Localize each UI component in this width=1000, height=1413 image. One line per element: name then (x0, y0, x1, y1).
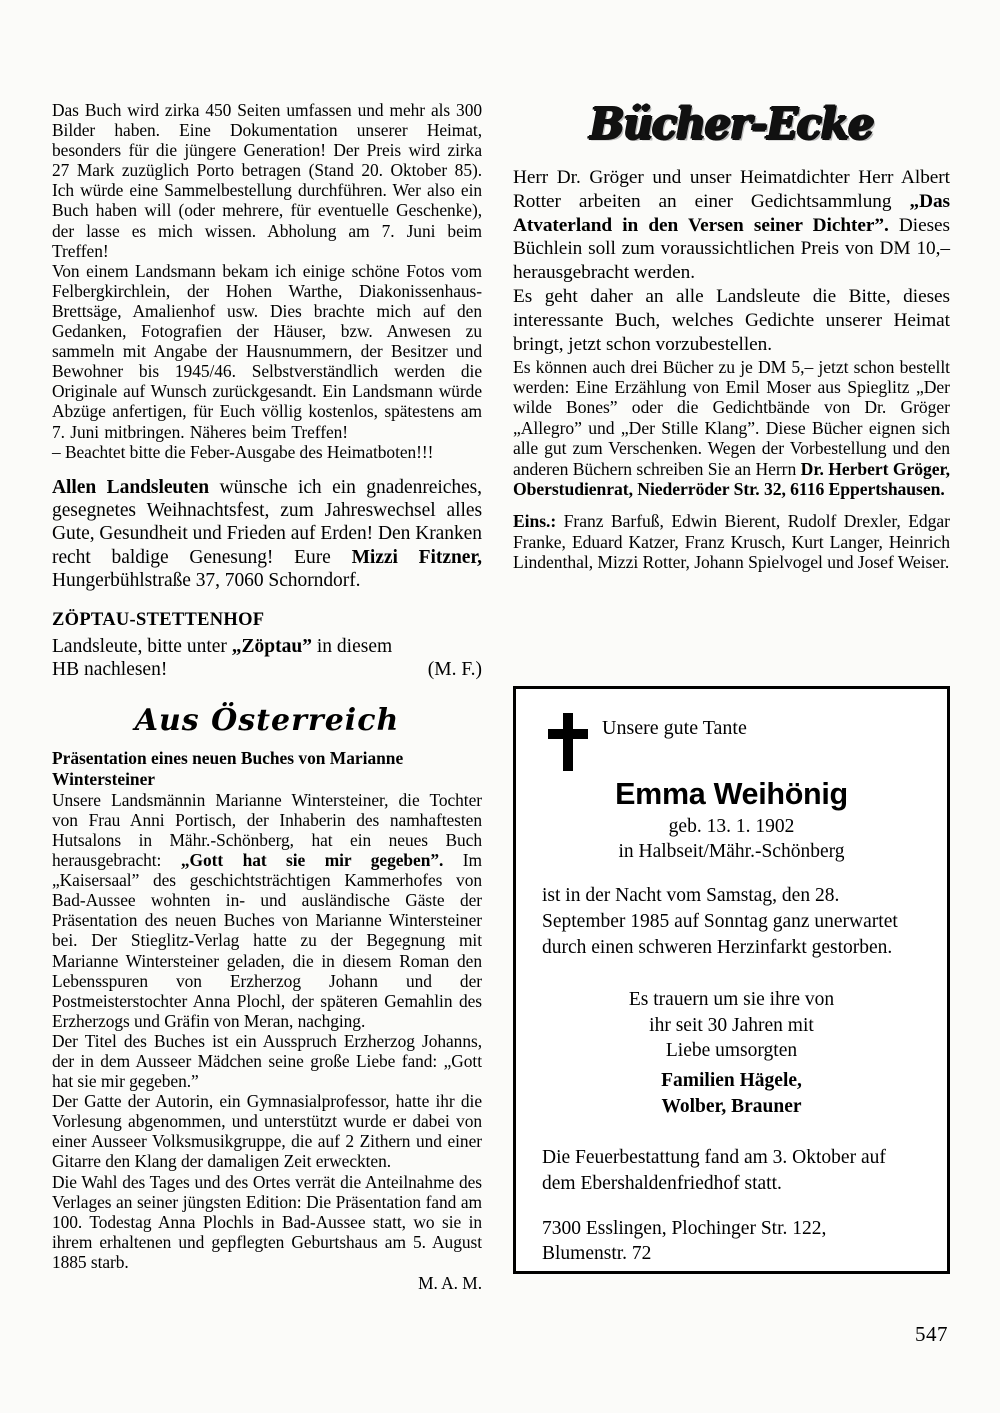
greeting-lead-bold: Allen Landsleuten (52, 476, 210, 498)
obituary-address-line-1: 7300 Esslingen, Plochinger Str. 122, (542, 1218, 827, 1240)
zoeptau-text-b: in diesem (311, 635, 393, 657)
greeting-text: wünsche ich ein gnadenreiches, gesegnetes Weihnachtsfest, zum Jahreswechsel alles Gute, Gesundheit und Frieden auf Erden! Den Kranken recht baldige Genesung! Eure (52, 476, 483, 568)
contact-address-groeger: Dr. Herbert Gröger, Oberstudienrat, Niederröder Str. 32, 6116 Eppertshausen. (513, 458, 951, 500)
wintersteiner-text-b: Im „Kaisersaal” des geschichtsträchtigen Kammerhofes von Bad-Aussee wohnten in- und ausländische Gäste der Präsentation des neuen Buches von Marianne Wintersteiner bei. Der Stieglitz-Verlag hatte zu der Begegnung mit Marianne Wintersteiner geladen, die in diesem Roman den Lebensspuren von Erzherzog Johann und der Postmeisterstochter Anna Plochl, der späteren Gemahlin des Erzherzogs und Gräfin von Meran, nachging. (52, 850, 482, 1031)
book-title-atvaterland: „Das Atvaterland in den Versen seiner Dichter”. (513, 190, 950, 236)
zoeptau-text-a: Landsleute, bitte unter (52, 635, 232, 657)
gedicht-text-b: Dieses Büchlein soll zum voraussichtlichen Preis von DM 10,– herausgebracht werden. (513, 214, 950, 284)
mourners-family-1: Familien Hägele, (661, 1069, 802, 1091)
mourners-line-1: Es trauern um sie ihre von (628, 988, 835, 1010)
gedicht-text-a: Herr Dr. Gröger und unser Heimatdichter Herr Albert Rotter arbeiten an einer Gedichtsammlung (513, 167, 950, 212)
greeting-address: Hungerbühlstraße 37, 7060 Schorndorf. (52, 570, 361, 592)
zoeptau-keyword: „Zöptau” (231, 635, 312, 657)
zoeptau-text-c: HB nachlesen! (52, 659, 168, 681)
mourners-line-2: ihr seit 30 Jahren mit (649, 1014, 814, 1036)
mourners-family-2: Wolber, Brauner (661, 1095, 802, 1117)
zoeptau-note-second-line (52, 658, 482, 681)
section-banner-buecher-ecke: Bücher-Ecke (589, 98, 874, 150)
right-column (513, 100, 950, 573)
greeting-signer: Mizzi Fitzner, (351, 546, 482, 568)
paragraph-heimatboten-note: – Beachtet bitte die Feber-Ausgabe des Heimatboten!!! (52, 441, 434, 462)
obituary-birthdate: geb. 13. 1. 1902 (668, 816, 795, 837)
mourners-line-3: Liebe umsorgten (665, 1040, 798, 1062)
obituary-mourners-intro (542, 987, 921, 1120)
paragraph-husband-reading: Der Gatte der Autorin, ein Gymnasialprofessor, hatte ihr die Vorlesung abgenommen, und unterstützt wurde er dabei von einer Ausseer Volksmusikgruppe, die auf 2 Zithern und einer Gitarre den Klang der damaligen Zeit erweckten. (52, 1091, 482, 1172)
subsection-heading-buchpraesentation: Präsentation eines neuen Buches von Marianne Wintersteiner (52, 748, 404, 789)
obituary-content (516, 689, 947, 1277)
obituary-birthplace: in Halbseit/Mähr.-Schönberg (618, 841, 845, 862)
left-column (52, 100, 482, 1293)
paragraph-einsender-list (513, 511, 950, 572)
obituary-funeral-info: Die Feuerbestattung fand am 3. Oktober auf dem Ebershaldenfriedhof statt. (542, 1147, 886, 1194)
einsender-label: Eins.: (513, 511, 557, 532)
obituary-notice (513, 686, 950, 1274)
section-title-aus-oesterreich: Aus Österreich (134, 703, 400, 739)
paragraph-zoeptau-note (52, 635, 482, 658)
paragraph-photo-collection: Von einem Landsmann bekam ich einige schöne Fotos vom Felbergkirchlein, der Hohen Warthe, Diakonissenhaus-Brettsäge, Amalienhof usw. Dies brachte mich auf den Gedanken, Fotografien der Häuser, bzw. Anwesen zu sammeln mit Angabe der Hausnummern, der Besitzer und Bewohner bis 1945/46. Selbstverständlich werden die Originale auf Wunsch zurückgesandt. Ein Landsmann würde Abzüge anfertigen, für Euch völlig kostenlos, spätestens am 7. Juni mitbringen. Näheres beim Treffen! (52, 260, 482, 442)
obituary-header (542, 711, 921, 771)
weitere-buecher-text: Es können auch drei Bücher zu je DM 5,– jetzt schon bestellt werden: Eine Erzählung von Emil Moser aus Spieglitz „Der wilde Bones” oder die Gedichtbände von Dr. Gröger „Allegro” und „Der Stille Klang”. Diese Bücher eignen sich alle gut zum Verschenken. Wegen der Vorbestellung und den anderen Büchern schreiben Sie an Herrn (513, 356, 950, 479)
paragraph-book-title-origin: Der Titel des Buches ist ein Ausspruch Erzherzog Johanns, der in dem Ausseer Mädchen seine große Liebe fand: „Gott hat sie mir gegeben.” (52, 1030, 482, 1092)
christian-cross-icon (548, 713, 588, 771)
paragraph-weitere-buecher (513, 357, 950, 500)
obituary-address (542, 1216, 921, 1267)
obituary-name: Emma Weihönig (615, 777, 848, 811)
section-heading-zoeptau-stettenhof: ZÖPTAU-STETTENHOF (52, 609, 265, 630)
obituary-death-text: ist in der Nacht vom Samstag, den 28. September 1985 auf Sonntag ganz unerwartet durch einen schweren Herzinfarkt gestorben. (542, 885, 898, 958)
paragraph-date-and-place: Die Wahl des Tages und des Ortes verrät die Anteilnahme des Verlages an seiner jüngsten Edition: Die Präsentation fand am 100. Todestag Anna Plochls in Bad-Aussee statt, wo sie in ihrem erhaltenen und gepflegten Geburtshaus am 5. August 1885 starb. (52, 1171, 482, 1272)
zoeptau-signature: (M. F.) (427, 659, 482, 681)
spacer (513, 499, 950, 511)
paragraph-vorbestellung-bitte: Es geht daher an alle Landsleute die Bitte, dieses interessante Buch, welches Gedichte unserer Heimat bringt, jetzt schon vorzubestellen. (513, 286, 950, 355)
wintersteiner-text-a: Unsere Landsmännin Marianne Wintersteiner, die Tochter von Frau Anni Portisch, der Inhaberin des namhaftesten Hutsalons in Mähr.-Schönberg, hat ein neues Buch herausgebracht: (52, 789, 482, 871)
left-column-signature: M. A. M. (418, 1273, 482, 1294)
page-number: 547 (915, 1322, 948, 1346)
book-title-gott-hat-sie-mir-gegeben: „Gott hat sie mir gegeben”. (180, 850, 444, 871)
einsender-names: Franz Barfuß, Edwin Bierent, Rudolf Drexler, Edgar Franke, Eduard Katzer, Franz Krusch, Kurt Langer, Heinrich Lindenthal, Mizzi Rotter, Johann Spielvogel und Josef Weiser. (513, 511, 950, 573)
obituary-address-line-2: Blumenstr. 72 (542, 1243, 652, 1265)
paragraph-christmas-greeting (52, 476, 482, 593)
paragraph-gedichtsammlung (513, 166, 950, 285)
obituary-relation: Unsere gute Tante (602, 717, 747, 739)
paragraph-book-announcement: Das Buch wird zirka 450 Seiten umfassen und mehr als 300 Bilder haben. Eine Dokumentation unserer Heimat, besonders für die jüngere Generation! Der Preis wird zirka 27 Mark zuzüglich Porto betragen (Stand 20. Oktober 85). Ich würde eine Sammelbestellung durchführen. Wer also ein Buch haben will (oder mehrere, für eventuelle Geschenke), der lasse es mich wissen. Abholung am 7. Juni beim Treffen! (52, 100, 482, 261)
paragraph-wintersteiner-intro (52, 790, 482, 1031)
